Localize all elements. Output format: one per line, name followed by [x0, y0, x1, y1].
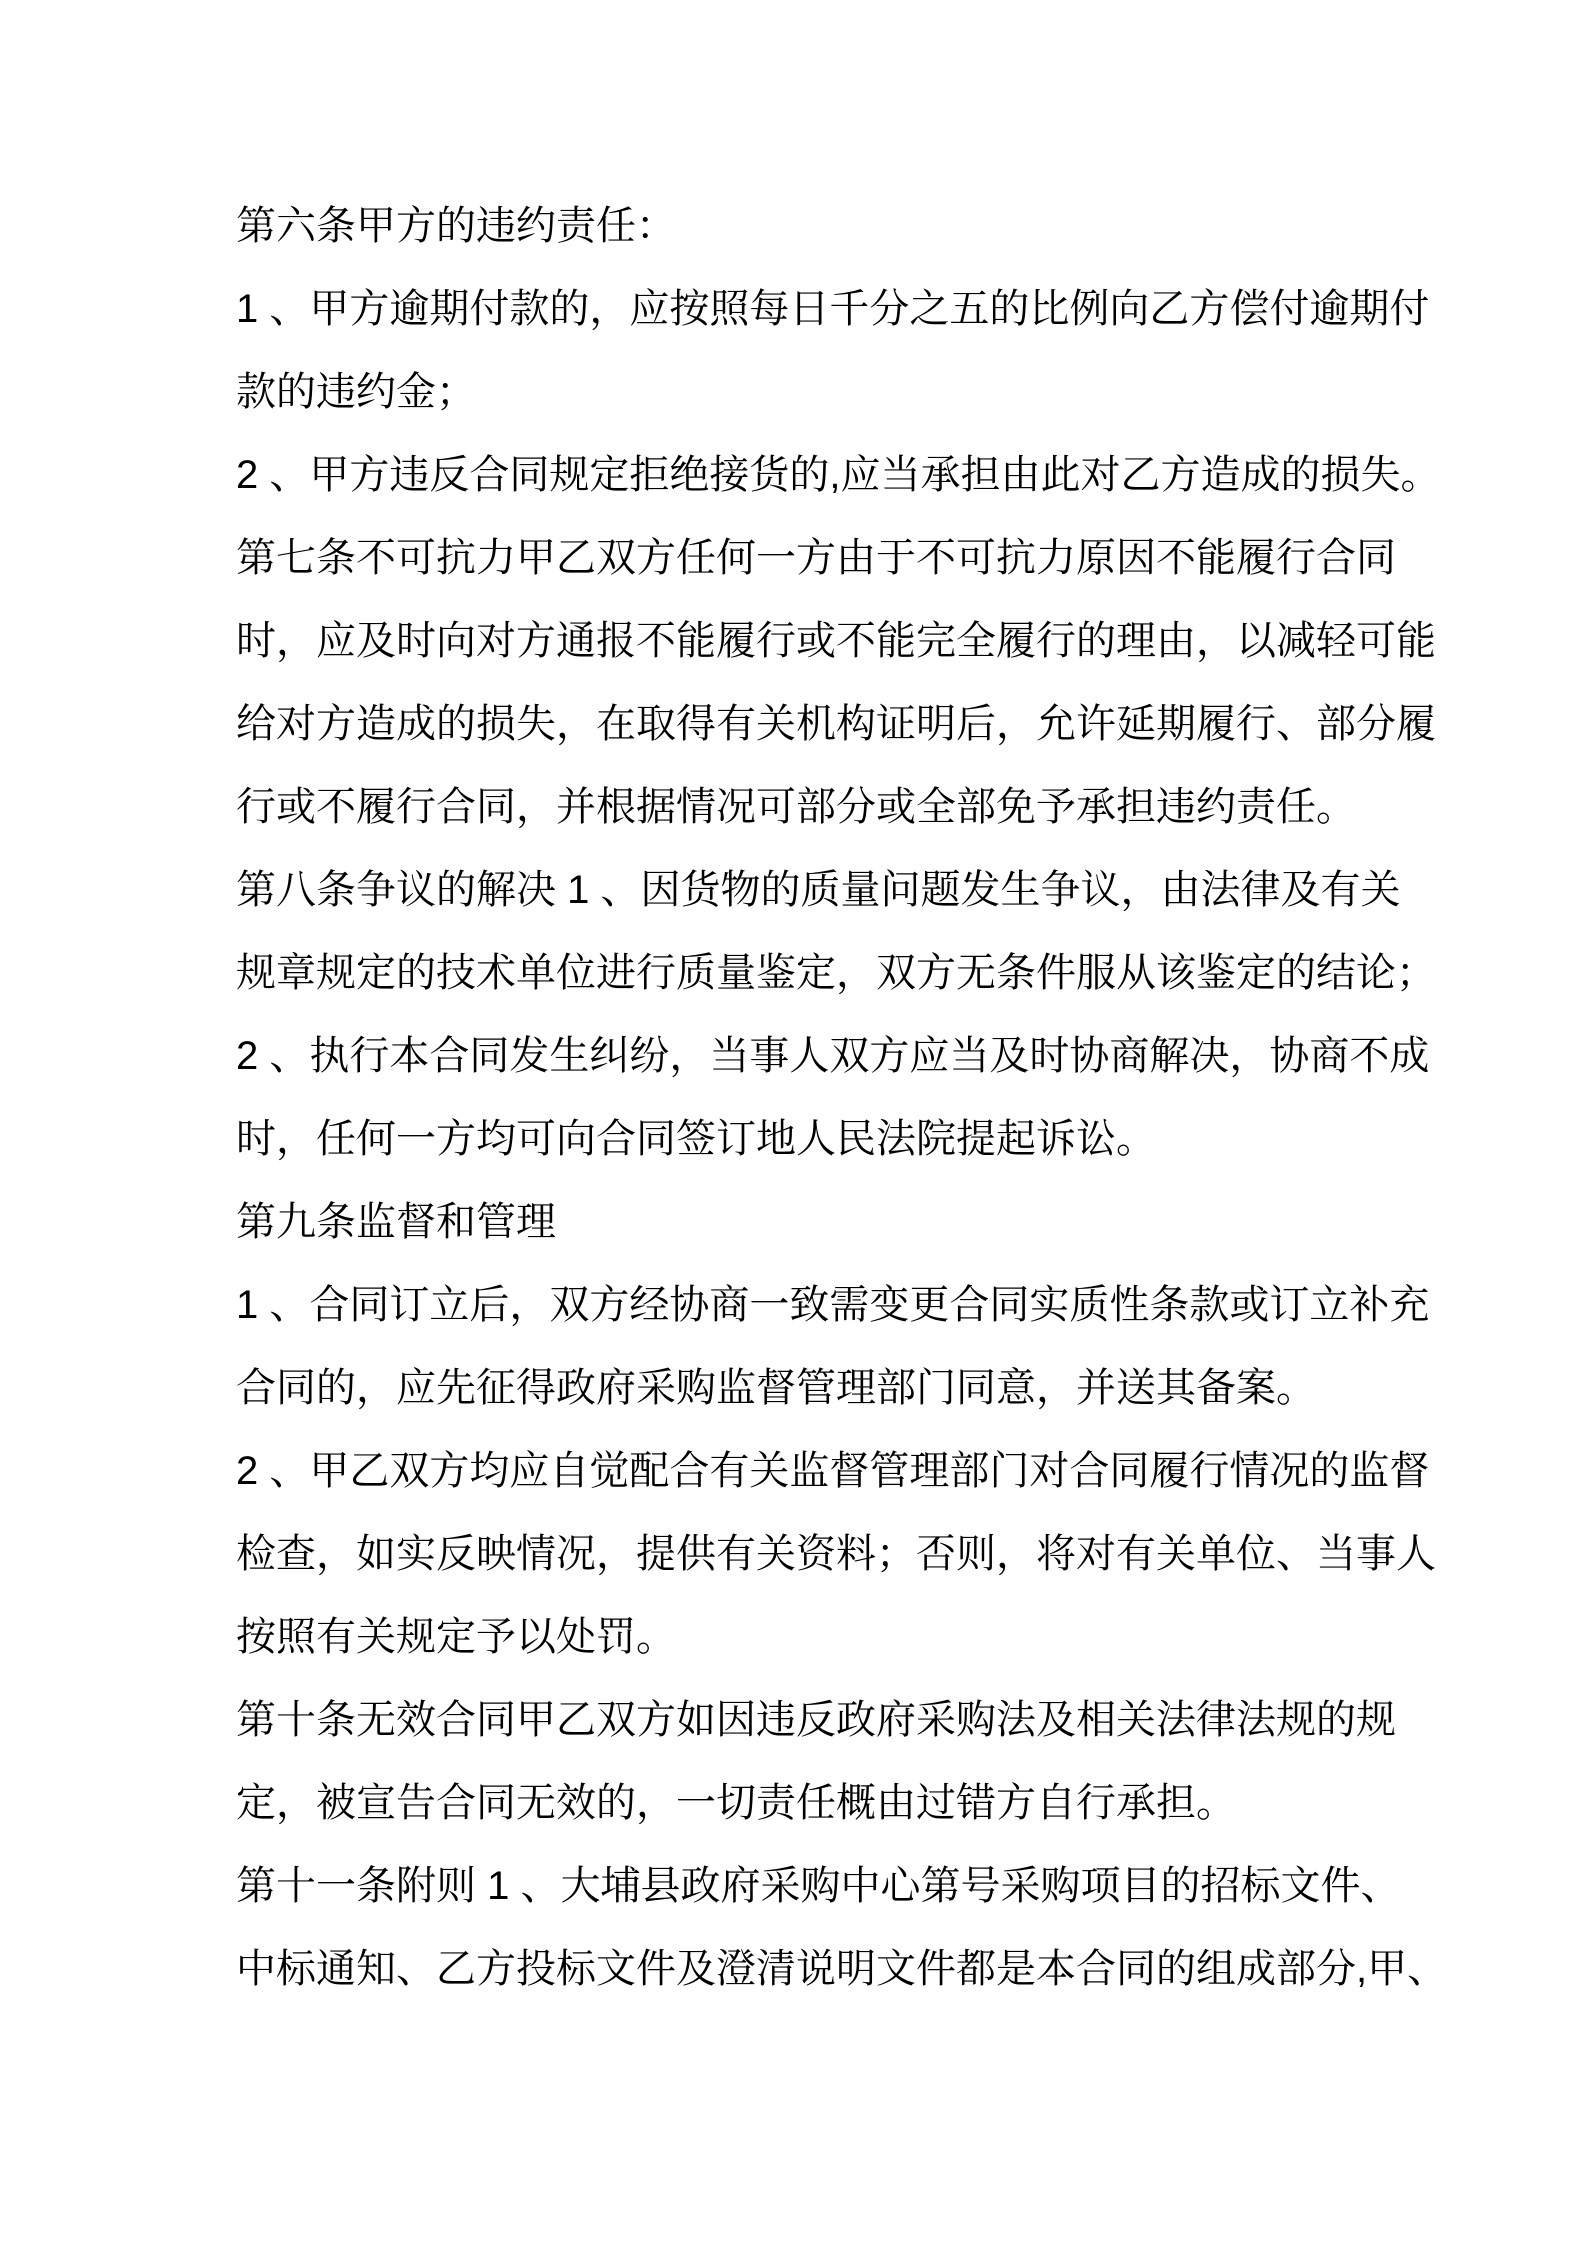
clause-8-line: 第八条争议的解决 1 、因货物的质量问题发生争议，由法律及有关 [236, 868, 1401, 912]
text-line: 款的违约金； [236, 370, 476, 414]
text-line: 时，任何一方均可向合同签订地人民法院提起诉讼。 [236, 1117, 1156, 1161]
text-line: 定，被宣告合同无效的，一切责任概由过错方自行承担。 [236, 1781, 1236, 1825]
clause-9-heading: 第九条监督和管理 [236, 1200, 556, 1244]
text-line: 中标通知、乙方投标文件及澄清说明文件都是本合同的组成部分,甲、 [236, 1947, 1448, 1991]
text-line: 2 、甲方违反合同规定拒绝接货的,应当承担由此对乙方造成的损失。 [236, 453, 1441, 497]
contract-text-block [236, 185, 1536, 2011]
text-line: 合同的，应先征得政府采购监督管理部门同意，并送其备案。 [236, 1366, 1316, 1410]
text-line: 2 、甲乙双方均应自觉配合有关监督管理部门对合同履行情况的监督 [236, 1449, 1430, 1493]
text-line: 2 、执行本合同发生纠纷，当事人双方应当及时协商解决，协商不成 [236, 1034, 1430, 1078]
text-line: 按照有关规定予以处罚。 [236, 1615, 676, 1659]
clause-11-line: 第十一条附则 1 、大埔县政府采购中心第号采购项目的招标文件、 [236, 1864, 1401, 1908]
text-line: 1 、甲方逾期付款的，应按照每日千分之五的比例向乙方偿付逾期付 [236, 287, 1430, 331]
text-line: 给对方造成的损失，在取得有关机构证明后，允许延期履行、部分履 [236, 702, 1436, 746]
clause-10-line: 第十条无效合同甲乙双方如因违反政府采购法及相关法律法规的规 [236, 1698, 1396, 1742]
text-line: 检查，如实反映情况，提供有关资料；否则，将对有关单位、当事人 [236, 1532, 1436, 1576]
text-line: 1 、合同订立后，双方经协商一致需变更合同实质性条款或订立补充 [236, 1283, 1430, 1327]
text-line: 行或不履行合同，并根据情况可部分或全部免予承担违约责任。 [236, 785, 1356, 829]
text-line: 规章规定的技术单位进行质量鉴定，双方无条件服从该鉴定的结论； [236, 951, 1436, 995]
clause-7-line: 第七条不可抗力甲乙双方任何一方由于不可抗力原因不能履行合同 [236, 536, 1396, 580]
clause-6-heading: 第六条甲方的违约责任： [236, 204, 676, 248]
text-line: 时，应及时向对方通报不能履行或不能完全履行的理由，以减轻可能 [236, 619, 1436, 663]
